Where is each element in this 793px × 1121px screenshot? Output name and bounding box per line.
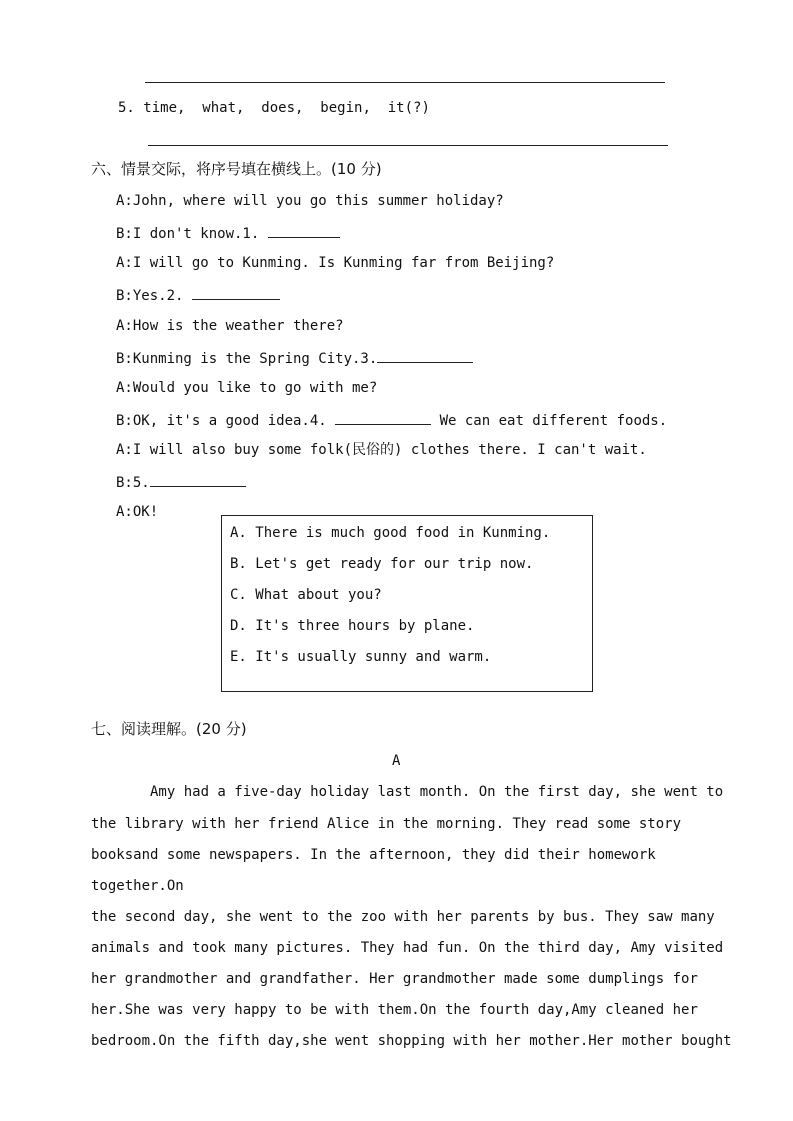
dialogue-line: B:I don't know.1. xyxy=(116,223,340,243)
passage-line: her grandmother and grandfather. Her grandmother made some dumplings for xyxy=(91,971,698,987)
passage-line: animals and took many pictures. They had fun. On the third day, Amy visited xyxy=(91,940,724,956)
answer-blank-3[interactable] xyxy=(377,348,473,363)
dialogue-line: B:OK, it's a good idea.4. We can eat different foods. xyxy=(116,410,667,430)
passage-line: booksand some newspapers. In the afternoon, they did their homework xyxy=(91,847,656,863)
passage-label: A xyxy=(392,753,401,769)
passage-line: the second day, she went to the zoo with her parents by bus. They saw many xyxy=(91,909,715,925)
section-6-heading: 六、情景交际，将序号填在横线上。(10 分) xyxy=(91,160,382,178)
dialogue-line: A:I will also buy some folk(民俗的) clothes there. I can't wait. xyxy=(116,442,647,458)
option-d: D. It's three hours by plane. xyxy=(230,618,475,634)
answer-blank-5[interactable] xyxy=(150,472,246,487)
passage-line: Amy had a five-day holiday last month. On the first day, she went to xyxy=(91,784,724,800)
answer-line-q5[interactable] xyxy=(148,145,668,146)
passage-line: her.She was very happy to be with them.On the fourth day,Amy cleaned her xyxy=(91,1002,698,1018)
question-5 xyxy=(118,99,430,117)
passage-line: together.On xyxy=(91,878,184,894)
options-box xyxy=(221,515,593,692)
answer-blank-4[interactable] xyxy=(335,410,431,425)
dialogue-line: A:I will go to Kunming. Is Kunming far from Beijing? xyxy=(116,255,555,271)
dialogue-line: A:OK! xyxy=(116,504,159,520)
dialogue-line: A:Would you like to go with me? xyxy=(116,380,378,396)
answer-blank-1[interactable] xyxy=(268,223,340,238)
option-e: E. It's usually sunny and warm. xyxy=(230,649,492,665)
dialogue-line: B:Yes.2. xyxy=(116,285,280,305)
option-a: A. There is much good food in Kunming. xyxy=(230,525,551,541)
answer-blank-2[interactable] xyxy=(192,285,280,300)
question-5-number: 5. xyxy=(118,100,135,116)
answer-line-q4 xyxy=(145,82,665,83)
dialogue-line: A:John, where will you go this summer holiday? xyxy=(116,193,504,209)
dialogue-line: B:5. xyxy=(116,472,246,492)
passage-line: bedroom.On the fifth day,she went shopping with her mother.Her mother bought xyxy=(91,1033,732,1049)
option-b: B. Let's get ready for our trip now. xyxy=(230,556,534,572)
passage-line: the library with her friend Alice in the morning. They read some story xyxy=(91,816,682,832)
option-c: C. What about you? xyxy=(230,587,382,603)
dialogue-line: A:How is the weather there? xyxy=(116,318,344,334)
section-7-heading: 七、阅读理解。(20 分) xyxy=(91,720,247,738)
dialogue-line: B:Kunming is the Spring City.3. xyxy=(116,348,473,368)
question-5-words: time, what, does, begin, it(?) xyxy=(143,100,430,116)
